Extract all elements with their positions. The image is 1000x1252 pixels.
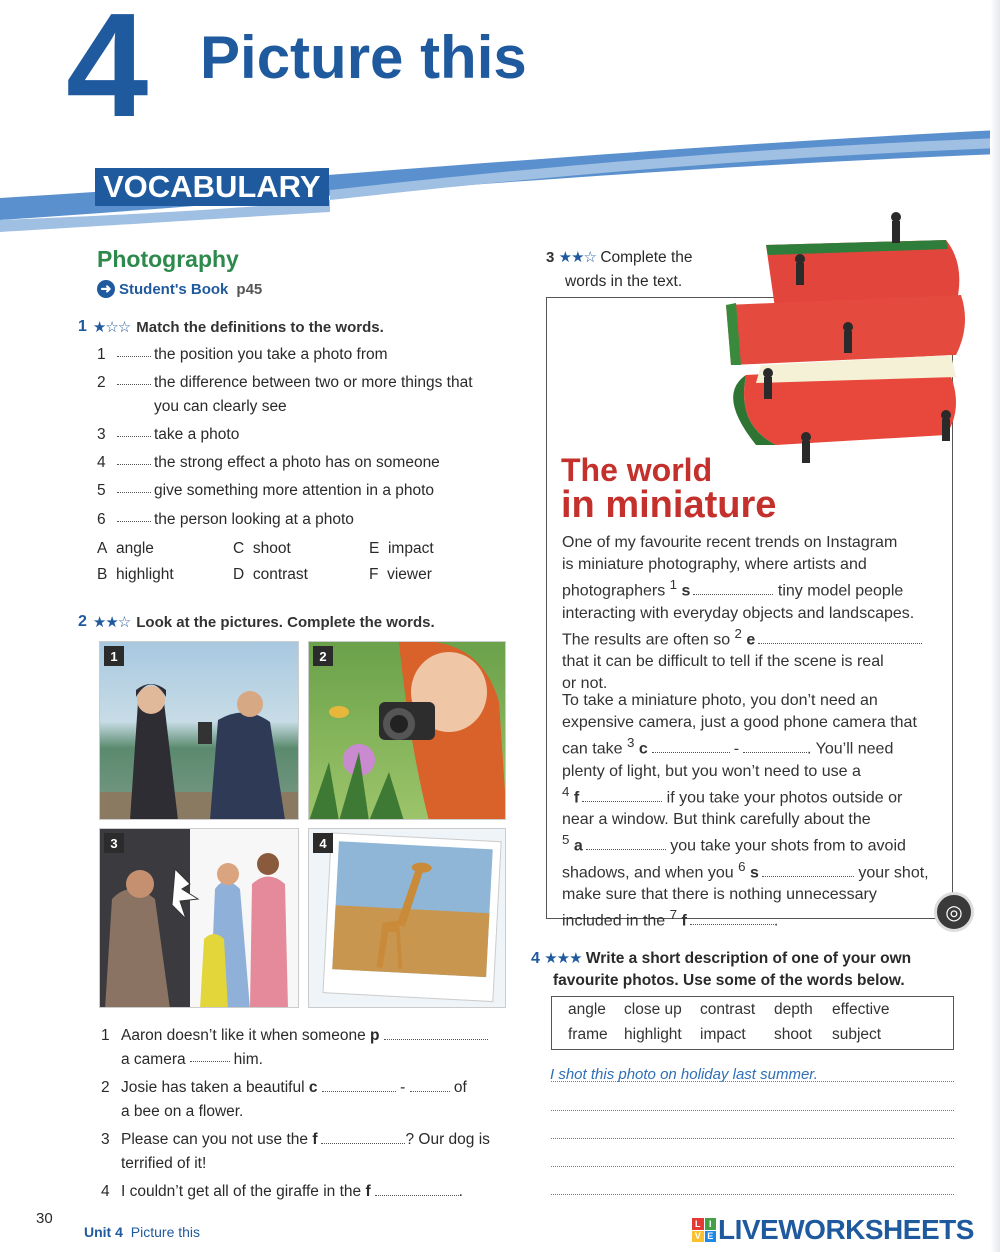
dash: - — [400, 1079, 406, 1097]
article-line: or not. — [562, 675, 608, 693]
students-book-label: Student's Book — [119, 280, 229, 298]
article-line: interacting with everyday objects and landscapes. — [562, 604, 915, 622]
ex2-instruction: Look at the pictures. Complete the words. — [136, 613, 435, 631]
picture-4 — [308, 828, 506, 1008]
article-line — [562, 906, 947, 932]
ex4-number: 4 — [531, 950, 540, 967]
liveworksheets-logo-icon — [692, 1218, 716, 1242]
answer-line[interactable] — [586, 836, 666, 850]
word: subject — [832, 1026, 882, 1043]
item-text: the difference between two or more things that — [154, 374, 473, 392]
list-item — [97, 451, 517, 474]
option — [369, 540, 505, 558]
article-line — [562, 625, 947, 651]
section-title: Photography — [97, 246, 239, 272]
liveworksheets-brand[interactable] — [692, 1214, 974, 1246]
first-letter: c — [638, 740, 648, 758]
article-text: your shot, — [853, 863, 929, 881]
ex4-instruction-2: favourite photos. Use some of the words below. — [553, 972, 905, 990]
answer-line[interactable] — [690, 911, 774, 925]
item-number: 5 — [97, 482, 106, 500]
sentence-cont — [101, 1048, 511, 1072]
watermelon-miniature-photo — [716, 205, 966, 475]
answer-line[interactable] — [693, 581, 773, 595]
page-number: 30 — [36, 1210, 53, 1227]
item-text: take a photo — [154, 425, 240, 443]
article-line — [562, 576, 947, 602]
option — [97, 540, 233, 558]
item-number: 4 — [97, 454, 106, 471]
word: impact — [700, 1026, 746, 1043]
option-letter: B — [97, 566, 108, 583]
footer-unit — [84, 1224, 200, 1240]
item-number: 2 — [97, 374, 106, 392]
writing-line[interactable] — [551, 1110, 954, 1111]
sentence — [101, 1076, 511, 1100]
article-line: To take a miniature photo, you don’t need an — [562, 692, 878, 709]
logo-letter: V — [692, 1231, 704, 1243]
footer-title: Picture this — [130, 1224, 201, 1240]
answer-line[interactable] — [190, 1048, 230, 1062]
page-ref: p45 — [236, 280, 263, 298]
option-letter: E — [369, 540, 380, 557]
sentence-text: terrified of it! — [121, 1155, 207, 1173]
sentence-text: . — [458, 1183, 463, 1201]
gap-number: 2 — [734, 625, 742, 641]
sentence — [101, 1128, 511, 1152]
answer-blank[interactable] — [117, 451, 151, 465]
gap-number: 5 — [562, 832, 570, 848]
ex3-instruction-1: Complete the — [600, 249, 693, 266]
sentence-text: ? Our dog is — [405, 1131, 490, 1149]
answer-line[interactable] — [762, 863, 854, 877]
option-word: angle — [115, 540, 154, 557]
article-text: photographers — [562, 582, 670, 600]
picture-1-illustration — [100, 642, 299, 820]
option — [97, 566, 233, 584]
students-book-ref — [97, 280, 262, 298]
picture-1 — [99, 641, 299, 820]
sentence-number: 1 — [101, 1027, 110, 1044]
logo-letter: I — [705, 1218, 717, 1230]
unit-number: 4 — [66, 0, 149, 148]
ex1-stars: ★☆☆ — [92, 319, 131, 336]
item-text: the position you take a photo from — [154, 346, 388, 363]
article-text: if you take your photos outside or — [662, 788, 903, 806]
answer-line[interactable] — [375, 1182, 459, 1196]
item-text: give something more attention in a photo — [154, 482, 435, 500]
sentence-number: 3 — [101, 1131, 110, 1149]
writing-line[interactable] — [551, 1081, 954, 1082]
ex2-stars: ★★☆ — [92, 614, 131, 631]
sentence-number: 2 — [101, 1079, 110, 1097]
picture-4-illustration — [309, 829, 506, 1008]
option-word: contrast — [252, 566, 308, 583]
article-title-2: in miniature — [561, 484, 777, 526]
answer-line[interactable] — [582, 788, 662, 802]
page-spine — [990, 0, 1000, 1252]
first-letter: f — [312, 1131, 318, 1149]
answer-blank[interactable] — [117, 423, 151, 437]
article-text: included in the — [562, 912, 670, 930]
answer-line[interactable] — [410, 1078, 450, 1092]
gap-number: 6 — [738, 858, 746, 874]
section-tag: VOCABULARY — [95, 168, 329, 206]
article-line — [562, 858, 947, 884]
first-letter: p — [370, 1027, 380, 1044]
writing-line[interactable] — [551, 1194, 954, 1195]
word: highlight — [624, 1026, 682, 1043]
gap-number: 4 — [562, 783, 570, 799]
ex3-stars: ★★☆ — [558, 249, 596, 266]
option-word: highlight — [115, 566, 174, 583]
globe-icon[interactable]: ◎ — [934, 892, 974, 932]
gap-number: 7 — [669, 907, 678, 923]
answer-blank[interactable] — [117, 508, 151, 522]
article-text: can take — [562, 740, 627, 758]
article-text: you take your shots from to avoid — [665, 837, 906, 855]
sentence-text: Please can you not use the — [121, 1131, 313, 1149]
first-letter: f — [681, 912, 687, 930]
article-line: plenty of light, but you won’t need to use a — [562, 762, 861, 780]
article-line: that it can be difficult to tell if the scene is real — [562, 653, 884, 671]
item-number: 1 — [97, 346, 106, 363]
option-letter: A — [97, 540, 108, 557]
ex2-number: 2 — [78, 613, 87, 630]
first-letter: f — [365, 1183, 371, 1201]
sentence-text: a bee on a flower. — [121, 1103, 244, 1121]
article-line — [562, 734, 947, 760]
word: angle — [568, 1001, 606, 1018]
picture-2 — [308, 641, 506, 820]
picture-label: 4 — [313, 833, 333, 853]
gap-number: 3 — [626, 735, 635, 751]
ex2-heading — [78, 613, 435, 631]
logo-letter: L — [692, 1218, 704, 1230]
answer-line[interactable] — [758, 630, 922, 644]
ex4-word-box — [551, 996, 954, 1050]
option — [369, 566, 505, 584]
first-letter: a — [573, 837, 583, 855]
option-word: shoot — [252, 540, 291, 557]
answer-line[interactable] — [743, 739, 807, 753]
picture-label: 2 — [313, 646, 333, 666]
picture-label: 3 — [104, 833, 124, 853]
article-line: expensive camera, just a good phone camera that — [562, 714, 917, 732]
picture-3 — [99, 828, 299, 1008]
article-line: near a window. But think carefully about the — [562, 811, 871, 829]
word: close up — [624, 1001, 682, 1018]
answer-line[interactable] — [322, 1078, 396, 1092]
article-paragraph-1 — [562, 532, 947, 695]
picture-label: 1 — [104, 646, 124, 666]
ex2-sentences — [101, 1024, 511, 1204]
list-item — [97, 479, 517, 502]
list-item — [97, 423, 517, 446]
ex4-instruction-1: Write a short description of one of your own — [585, 950, 912, 967]
answer-line[interactable] — [384, 1026, 488, 1040]
article-text: The results are often so — [562, 630, 735, 648]
sentence-cont — [101, 1152, 511, 1176]
first-letter: c — [308, 1079, 318, 1097]
answer-blank[interactable] — [117, 343, 151, 357]
article-text: tiny model people — [773, 582, 904, 600]
ex3-heading — [546, 246, 693, 293]
first-letter: f — [573, 788, 580, 806]
item-number: 3 — [97, 425, 106, 443]
writing-line[interactable] — [551, 1166, 954, 1167]
sentence — [101, 1024, 511, 1048]
list-item — [97, 508, 517, 531]
item-text: you can clearly see — [154, 397, 287, 415]
sentence-text: Aaron doesn’t like it when someone — [121, 1027, 371, 1044]
sentence-cont — [101, 1100, 511, 1124]
item-text: the person looking at a photo — [154, 510, 354, 528]
page-title: Picture this — [200, 24, 527, 91]
article-text: shadows, and when you — [562, 863, 739, 881]
article-line — [562, 831, 947, 857]
option-letter: F — [369, 566, 379, 583]
gap-number: 1 — [669, 577, 678, 593]
answer-line[interactable] — [652, 739, 730, 753]
article-line: One of my favourite recent trends on Instagram — [562, 534, 898, 551]
arrow-right-icon: ➜ — [97, 280, 115, 298]
word: contrast — [700, 1001, 756, 1018]
sentence-text: Josie has taken a beautiful — [121, 1079, 309, 1097]
article-title-1: The world — [561, 452, 713, 488]
answer-line[interactable] — [321, 1130, 405, 1144]
option-word: viewer — [387, 566, 432, 583]
article-line: make sure that there is nothing unnecessary — [562, 885, 877, 903]
first-letter: s — [681, 582, 691, 600]
item-text: the strong effect a photo has on someone — [154, 454, 440, 471]
list-item-cont — [97, 395, 517, 418]
article-text: . — [773, 912, 779, 930]
answer-blank[interactable] — [117, 479, 151, 493]
ex1-heading — [78, 318, 384, 336]
ex1-number: 1 — [78, 318, 87, 335]
ex4-stars: ★★★ — [544, 950, 582, 967]
word: shoot — [774, 1026, 812, 1043]
sentence-text: I couldn’t get all of the giraffe in the — [121, 1183, 366, 1201]
article-line — [562, 783, 947, 809]
sample-answer: I shot this photo on holiday last summer. — [550, 1066, 818, 1083]
sentence — [101, 1180, 511, 1204]
answer-blank[interactable] — [117, 371, 151, 385]
first-letter: e — [746, 630, 756, 648]
ex4-heading — [531, 948, 911, 992]
ex1-instruction: Match the definitions to the words. — [136, 318, 384, 336]
word: frame — [568, 1026, 608, 1043]
picture-2-illustration — [309, 642, 506, 820]
first-letter: s — [750, 863, 759, 881]
article-text: . You’ll need — [807, 740, 894, 758]
list-item — [97, 343, 517, 366]
option-letter: D — [233, 566, 245, 583]
option-letter: C — [233, 540, 245, 557]
picture-3-illustration — [100, 829, 299, 1008]
option — [233, 566, 369, 584]
word: effective — [832, 1001, 890, 1018]
article-paragraph-2 — [562, 690, 947, 932]
article-line: is miniature photography, where artists and — [562, 556, 867, 574]
sentence-number: 4 — [101, 1183, 110, 1201]
logo-letter: E — [705, 1231, 717, 1243]
option — [233, 540, 369, 558]
ex1-list — [97, 343, 517, 531]
ex3-instruction-2: words in the text. — [565, 272, 683, 290]
sentence-text: a camera — [121, 1051, 186, 1069]
sentence-text: him. — [233, 1051, 263, 1069]
ex3-number: 3 — [546, 249, 555, 266]
brand-name: LIVEWORKSHEETS — [718, 1214, 974, 1245]
dash: - — [733, 740, 740, 758]
writing-line[interactable] — [551, 1138, 954, 1139]
option-word: impact — [387, 540, 434, 557]
sentence-text: of — [449, 1079, 467, 1097]
item-number: 6 — [97, 510, 106, 528]
list-item — [97, 371, 517, 394]
ex1-options — [97, 540, 505, 584]
footer-unit-label: Unit 4 — [84, 1224, 123, 1240]
word: depth — [774, 1001, 813, 1018]
